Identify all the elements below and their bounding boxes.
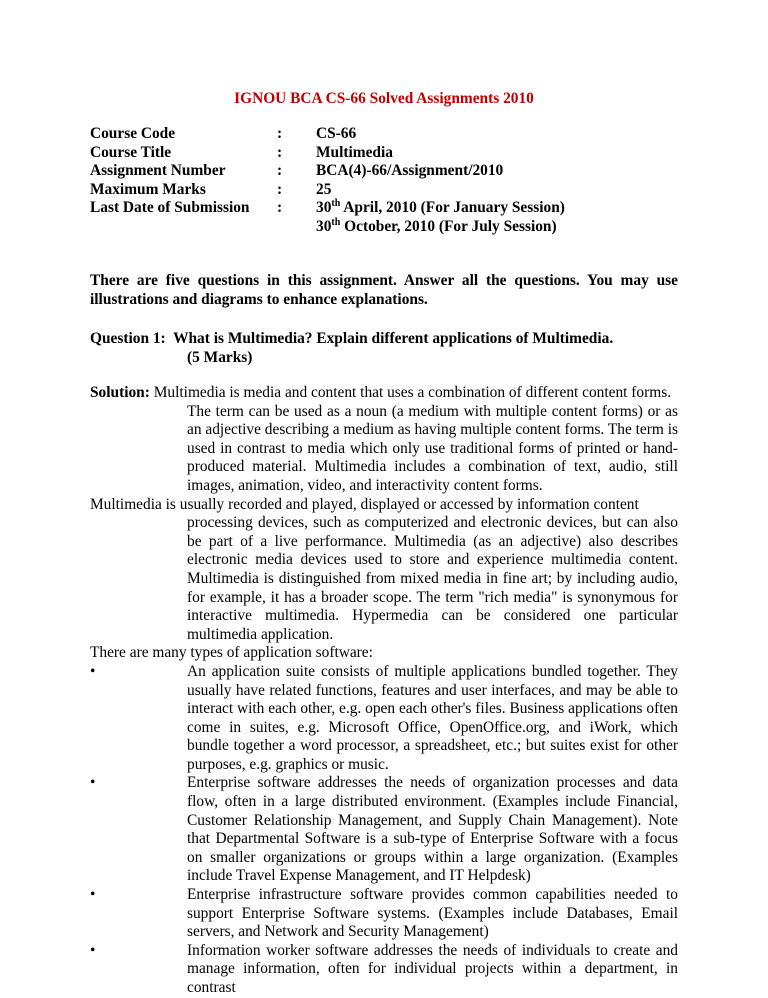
solution-para-1 xyxy=(90,384,678,403)
info-colon: : xyxy=(277,199,283,217)
info-colon: : xyxy=(277,180,283,198)
question-marks: (5 Marks) xyxy=(187,348,253,366)
info-value: Multimedia xyxy=(316,143,393,161)
info-row-maximum-marks xyxy=(90,181,736,200)
info-label: Maximum Marks xyxy=(90,180,206,198)
date-rest: October, 2010 (For July Session) xyxy=(340,217,557,235)
list-item-text: Information worker software addresses the needs of individuals to create and manage information, often for individual projects within a department, in contrast xyxy=(187,941,678,996)
list-item-text: An application suite consists of multiple applications bundled together. They usually have related functions, features and user interfaces, and may be able to interact with each other, e.g. open each other's files. Business applications often come in suites, e.g. Microsoft Office, OpenOffice.org, and iWork, which bundle together a word processor, a spreadsheet, etc.; but suites exist for other purposes, e.g. graphics or music. xyxy=(187,662,678,773)
document-title: IGNOU BCA CS-66 Solved Assignments 2010 xyxy=(234,90,534,107)
question-text: What is Multimedia? Explain different applications of Multimedia. xyxy=(173,330,614,347)
bullet-icon: • xyxy=(90,941,96,959)
solution-label: Solution: xyxy=(90,384,150,401)
solution-para-3: There are many types of application software: xyxy=(90,644,373,662)
solution-para-1-rest: The term can be used as a noun (a medium with multiple content forms) or as an adjective describing a medium as having multiple content forms. The term is used in contrast to media which only use traditional forms of printed or hand-produced material. Multimedia includes a combination of text, audio, still images, animation, video, and interactivity content forms. xyxy=(187,402,678,494)
bullet-icon: • xyxy=(90,774,96,792)
info-value: BCA(4)-66/Assignment/2010 xyxy=(316,162,504,180)
question-heading xyxy=(90,330,678,367)
info-colon: : xyxy=(277,143,283,161)
solution-first-line: Multimedia is media and content that uses a combination of different content forms. xyxy=(153,384,672,401)
info-label: Assignment Number xyxy=(90,162,226,180)
date-ordinal: th xyxy=(331,216,341,228)
solution-para-2-rest: processing devices, such as computerized and electronic devices, but can also be part of a live performance. Multimedia (as an adjective) also describes electronic media devices used to store and experience multimedia content. Multimedia is distinguished from mixed media in fine art; by including audio, for example, it has a broader scope. The term "rich media" is synonymous for interactive multimedia. Hypermedia can be considered one particular multimedia application. xyxy=(187,514,678,643)
date-rest: April, 2010 (For January Session) xyxy=(340,199,565,217)
date-ordinal: th xyxy=(331,198,341,210)
question-label: Question 1: xyxy=(90,330,166,347)
info-colon: : xyxy=(277,125,283,142)
info-label xyxy=(90,218,277,237)
info-label: Course Title xyxy=(90,143,172,161)
solution-body xyxy=(90,384,678,998)
info-colon xyxy=(277,218,316,237)
date-day: 30 xyxy=(316,217,332,235)
info-row-last-date xyxy=(90,199,736,218)
bullet-icon: • xyxy=(90,886,96,904)
solution-para-2-first: Multimedia is usually recorded and played, displayed or accessed by information content xyxy=(90,495,639,513)
list-item xyxy=(90,886,678,942)
bullet-icon: • xyxy=(90,662,96,680)
info-colon: : xyxy=(277,162,283,180)
info-row-last-date-2 xyxy=(90,218,736,237)
list-item-text: Enterprise software addresses the needs of organization processes and data flow, often in a large distributed environment. (Examples include Financial, Customer Relationship Management, and Supply Chain Management). Note that Departmental Software is a sub-type of Enterprise Software with a focus on smaller organizations or groups within a large organization. (Examples include Travel Expense Management, and IT Helpdesk) xyxy=(187,774,678,885)
info-label: Course Code xyxy=(90,125,176,142)
info-label: Last Date of Submission xyxy=(90,199,250,217)
course-info-table xyxy=(90,125,736,237)
instructions: There are five questions in this assignment. Answer all the questions. You may use illustrations and diagrams to enhance explanations. xyxy=(90,272,678,308)
list-item-text: Enterprise infrastructure software provides common capabilities needed to support Enterprise Software systems. (Examples include Databases, Email servers, and Network and Security Management) xyxy=(187,886,678,941)
info-row-assignment-number xyxy=(90,162,736,181)
info-value xyxy=(316,199,736,218)
info-value: 25 xyxy=(316,180,332,198)
info-row-course-title xyxy=(90,144,736,163)
list-item xyxy=(90,663,678,775)
date-day: 30 xyxy=(316,199,332,217)
list-item xyxy=(90,774,678,886)
question-line xyxy=(90,330,678,349)
info-row-course-code xyxy=(90,125,736,144)
info-value: CS-66 xyxy=(316,125,357,142)
list-item xyxy=(90,942,678,998)
info-value xyxy=(316,218,736,237)
